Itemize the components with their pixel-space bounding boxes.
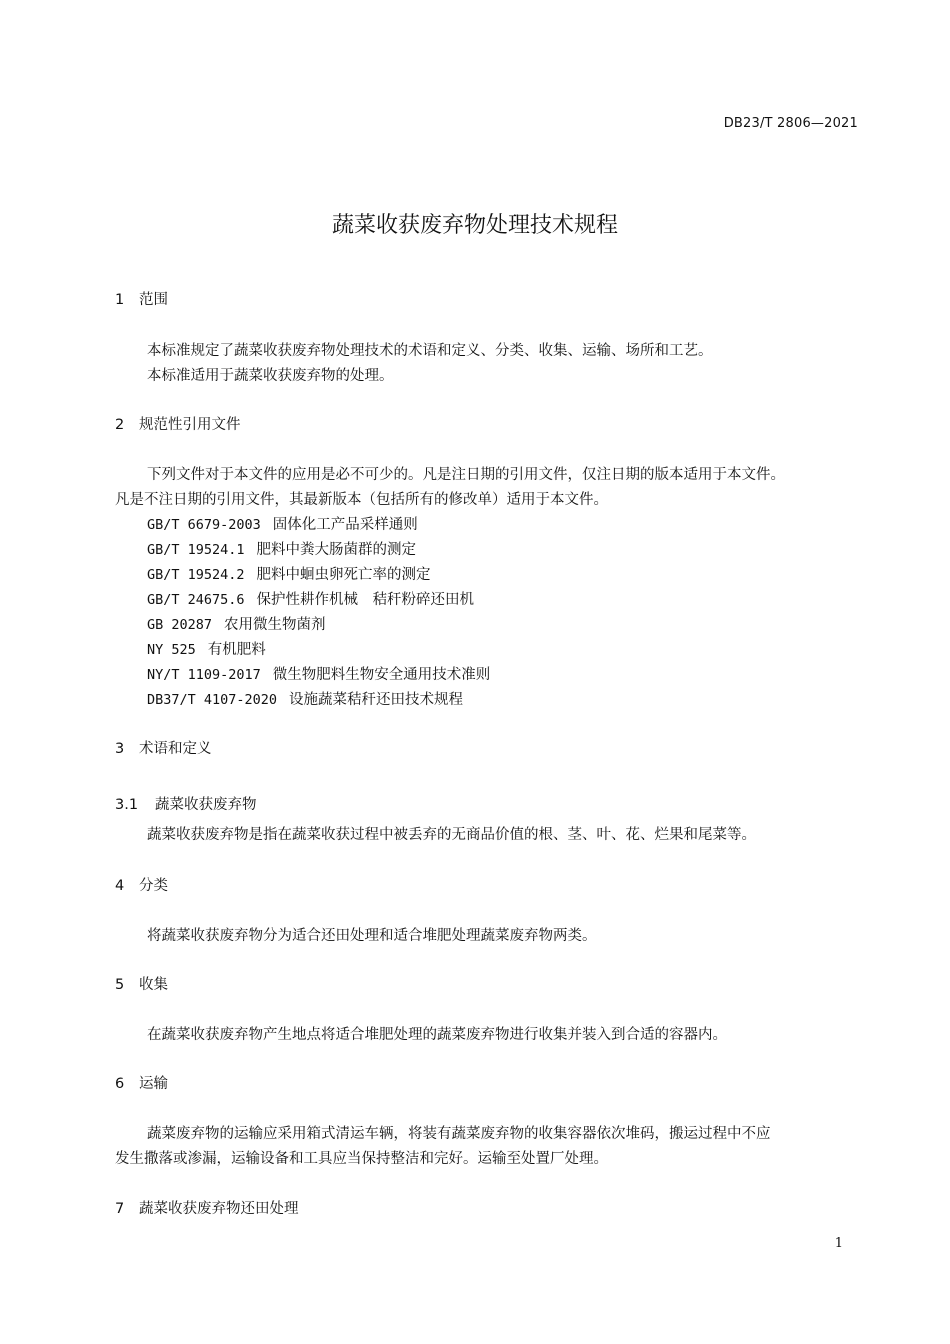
document-title: 蔬菜收获废弃物处理技术规程: [331, 213, 618, 238]
section-heading-classification: [115, 874, 168, 895]
section-title: 规范性引用文件: [139, 417, 241, 433]
reference-name: 肥料中蛔虫卵死亡率的测定: [256, 567, 431, 583]
section-title: 术语和定义: [139, 741, 212, 757]
section-heading-transport: [115, 1072, 168, 1093]
reference-name: 固体化工产品采样通则: [272, 517, 418, 533]
reference-code: GB/T 19524.1: [147, 542, 245, 558]
section-number: 6: [115, 1076, 125, 1092]
page-number: 1: [834, 1236, 843, 1251]
reference-item: [147, 663, 490, 684]
paragraph: 发生撒落或渗漏，运输设备和工具应当保持整洁和完好。运输至处置厂处理。: [115, 1151, 608, 1167]
section-title: 收集: [139, 977, 168, 993]
paragraph: 本标准规定了蔬菜收获废弃物处理技术的术语和定义、分类、收集、运输、场所和工艺。: [147, 343, 713, 359]
reference-name: 保护性耕作机械 秸秆粉碎还田机: [256, 592, 475, 608]
paragraph: 凡是不注日期的引用文件，其最新版本（包括所有的修改单）适用于本文件。: [115, 492, 608, 508]
section-heading-terms: [115, 737, 212, 758]
section-title: 分类: [139, 878, 168, 894]
reference-code: NY 525: [147, 642, 196, 658]
section-heading-scope: [115, 288, 168, 309]
section-heading-collection: [115, 973, 168, 994]
section-number: 1: [115, 292, 125, 308]
reference-item: [147, 563, 431, 584]
section-number: 5: [115, 977, 125, 993]
reference-item: [147, 613, 326, 634]
section-number: 3.1: [115, 797, 139, 813]
section-number: 2: [115, 417, 125, 433]
reference-item: [147, 688, 463, 709]
paragraph: 在蔬菜收获废弃物产生地点将适合堆肥处理的蔬菜废弃物进行收集并装入到合适的容器内。: [147, 1027, 727, 1043]
reference-code: GB/T 24675.6: [147, 592, 245, 608]
reference-name: 有机肥料: [207, 642, 266, 658]
section-number: 7: [115, 1201, 125, 1217]
reference-code: DB37/T 4107-2020: [147, 692, 278, 708]
reference-code: GB/T 19524.2: [147, 567, 245, 583]
reference-name: 农用微生物菌剂: [224, 617, 326, 633]
section-title: 蔬菜收获废弃物: [155, 797, 257, 813]
reference-name: 肥料中粪大肠菌群的测定: [256, 542, 417, 558]
subsection-heading: [115, 793, 257, 814]
reference-item: [147, 538, 416, 559]
reference-name: 设施蔬菜秸秆还田技术规程: [289, 692, 464, 708]
reference-name: 微生物肥料生物安全通用技术准则: [272, 667, 491, 683]
reference-item: [147, 513, 418, 534]
section-number: 4: [115, 878, 125, 894]
reference-item: [147, 638, 266, 659]
paragraph: 蔬菜收获废弃物是指在蔬菜收获过程中被丢弃的无商品价值的根、茎、叶、花、烂果和尾菜等。: [147, 827, 756, 843]
section-title: 蔬菜收获废弃物还田处理: [139, 1201, 299, 1217]
section-title: 范围: [139, 292, 168, 308]
section-title: 运输: [139, 1076, 168, 1092]
reference-code: NY/T 1109-2017: [147, 667, 261, 683]
standard-code: DB23/T 2806—2021: [723, 116, 858, 131]
reference-item: [147, 588, 474, 609]
reference-code: GB 20287: [147, 617, 213, 633]
reference-code: GB/T 6679-2003: [147, 517, 261, 533]
paragraph: 本标准适用于蔬菜收获废弃物的处理。: [147, 368, 394, 384]
paragraph: 下列文件对于本文件的应用是必不可少的。凡是注日期的引用文件，仅注日期的版本适用于本文件。: [147, 467, 785, 483]
section-heading-field-return: [115, 1197, 299, 1218]
section-number: 3: [115, 741, 125, 757]
paragraph: 将蔬菜收获废弃物分为适合还田处理和适合堆肥处理蔬菜废弃物两类。: [147, 928, 597, 944]
paragraph: 蔬菜废弃物的运输应采用箱式清运车辆，将装有蔬菜废弃物的收集容器依次堆码，搬运过程中不应: [147, 1126, 771, 1142]
section-heading-normative-references: [115, 413, 241, 434]
